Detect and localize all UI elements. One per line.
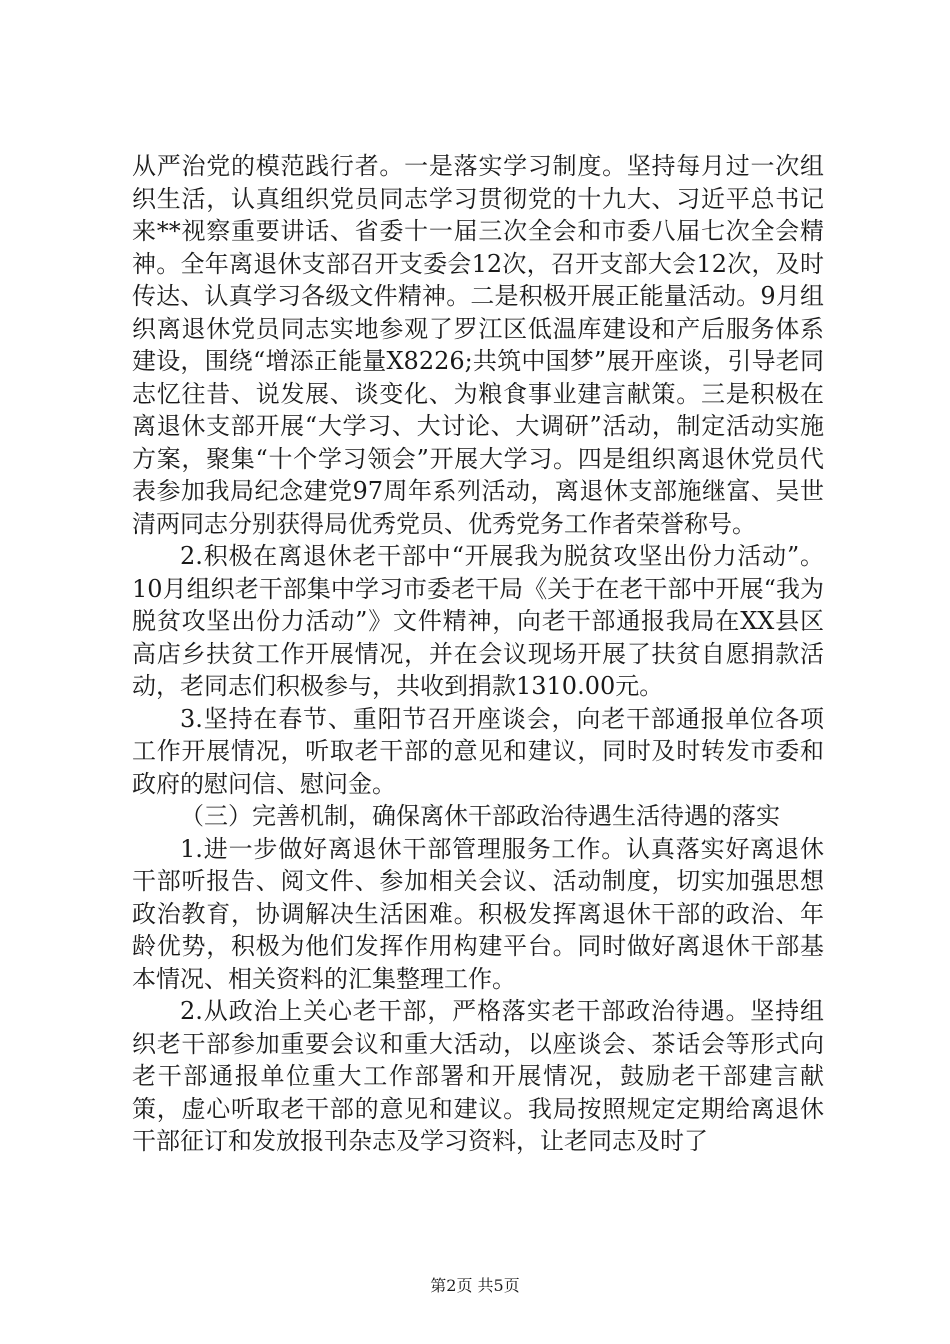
paragraph-continuation: 从严治党的模范践行者。一是落实学习制度。坚持每月过一次组织生活，认真组织党员同志学习贯彻党的十九大、习近平总书记来**视察重要讲话、省委十一届三次全会和市委八届七次全会精神。全年离退休支部召开支委会12次，召开支部大会12次，及时传达、认真学习各级文件精神。二是积极开展正能量活动。9月组织离退休党员同志实地参观了罗江区低温库建设和产后服务体系建设，围绕“增添正能量X8226;共筑中国梦”展开座谈，引导老同志忆往昔、说发展、谈变化、为粮食事业建言献策。三是积极在离退休支部开展“大学习、大讨论、大调研”活动，制定活动实施方案，聚集“十个学习领会”开展大学习。四是组织离退休党员代表参加我局纪念建党97周年系列活动，离退休支部施继富、吴世清两同志分别获得局优秀党员、优秀党务工作者荣誉称号。 bbox=[132, 152, 824, 538]
paragraph-item-2b: 2.从政治上关心老干部，严格落实老干部政治待遇。坚持组织老干部参加重要会议和重大活动，以座谈会、茶话会等形式向老干部通报单位重大工作部署和开展情况，鼓励老干部建言献策，虚心听取老干部的意见和建议。我局按照规定定期给离退休干部征订和发放报刊杂志及学习资料，让老同志及时了 bbox=[132, 997, 824, 1155]
paragraph-item-2: 2.积极在离退休老干部中“开展我为脱贫攻坚出份力活动”。10月组织老干部集中学习市委老干局《关于在老干部中开展“我为脱贫攻坚出份力活动”》文件精神，向老干部通报我局在XX县区高店乡扶贫工作开展情况，并在会议现场开展了扶贫自愿捐款活动，老同志们积极参与，共收到捐款1310.00元。 bbox=[132, 542, 824, 700]
page-number-footer: 第2页 共5页 bbox=[430, 1276, 520, 1295]
paragraph-item-1: 1.进一步做好离退休干部管理服务工作。认真落实好离退休干部听报告、阅文件、参加相关会议、活动制度，切实加强思想政治教育，协调解决生活困难。积极发挥离退休干部的政治、年龄优势，积极为他们发挥作用构建平台。同时做好离退休干部基本情况、相关资料的汇集整理工作。 bbox=[132, 834, 824, 993]
paragraph-item-3: 3.坚持在春节、重阳节召开座谈会，向老干部通报单位各项工作开展情况，听取老干部的意见和建议，同时及时转发市委和政府的慰问信、慰问金。 bbox=[132, 704, 824, 798]
section-heading: （三）完善机制，确保离休干部政治待遇生活待遇的落实 bbox=[180, 802, 780, 830]
document-body bbox=[132, 150, 824, 1158]
